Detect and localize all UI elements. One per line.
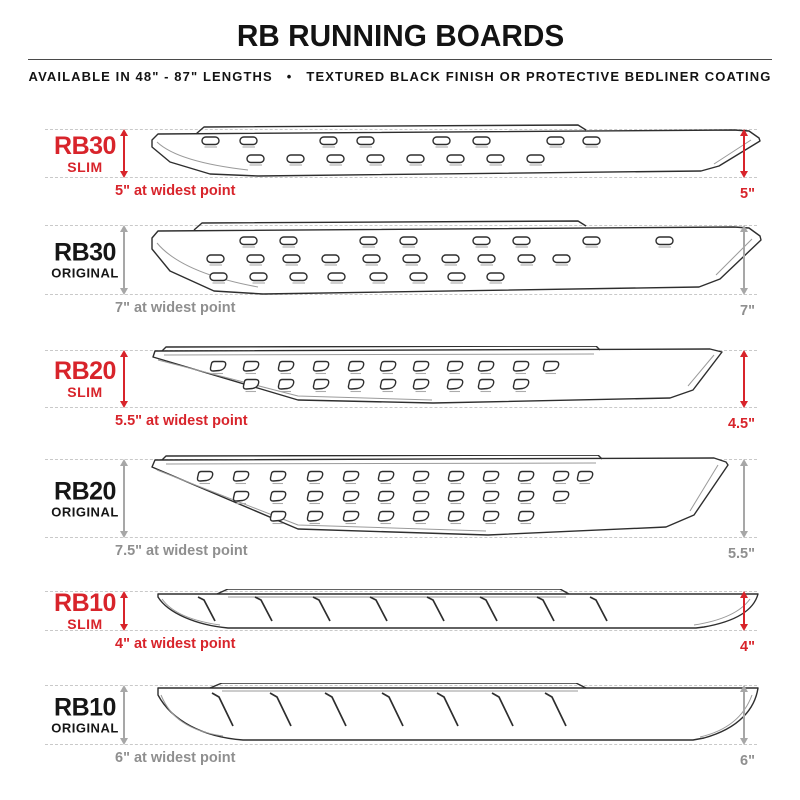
height-label: 5" [740,186,755,202]
height-arrow [743,465,745,532]
product-label [45,590,125,632]
variant-name: ORIGINAL [51,265,119,281]
product-label [45,240,125,281]
height-label: 4.5" [727,416,755,432]
product-row-rb20-slim [45,350,757,432]
widest-point-label: 6" at widest point [115,750,236,766]
subtitle-lengths: AVAILABLE IN 48" - 87" LENGTHS [28,69,273,84]
product-row-rb10-original [45,685,757,769]
model-name: RB20 [54,357,116,386]
variant-name: SLIM [67,158,103,175]
page-header [0,18,800,84]
height-arrow [743,135,745,172]
width-arrow [123,231,125,289]
product-label [45,133,125,175]
widest-point-label: 4" at widest point [115,636,236,652]
height-label: 4" [740,639,755,655]
board-illustration-rb10-original [148,683,768,749]
width-arrow [123,135,125,172]
product-label [45,478,125,519]
page-subtitle [0,69,800,84]
product-row-rb30-slim [45,129,757,202]
board-illustration-rb20-original [148,455,768,543]
board-illustration-rb30-original [148,219,768,301]
widest-point-label: 7" at widest point [115,300,236,316]
height-label: 7" [740,303,755,319]
variant-name: SLIM [67,384,103,401]
height-arrow [743,231,745,289]
board-illustration-rb30-slim [148,122,768,180]
title-divider [28,59,772,60]
product-row-rb10-slim [45,589,757,655]
product-row-rb20-original [45,459,757,562]
board-illustration-rb20-slim [148,346,768,410]
bullet-separator: • [286,69,293,84]
widest-point-label: 7.5" at widest point [115,543,248,559]
model-name: RB30 [54,131,116,160]
product-label [45,695,125,736]
height-arrow [743,597,745,625]
subtitle-finish: TEXTURED BLACK FINISH OR PROTECTIVE BEDLINER COATING [306,69,772,84]
width-arrow [123,356,125,402]
board-illustration-rb10-slim [148,589,768,635]
variant-name: SLIM [67,616,103,633]
widest-point-label: 5" at widest point [115,183,236,199]
height-label: 6" [740,753,755,769]
height-arrow [743,691,745,739]
model-name: RB30 [54,238,116,267]
page-title: RB RUNNING BOARDS [236,18,564,53]
product-label [45,358,125,400]
widest-point-label: 5.5" at widest point [115,413,248,429]
model-name: RB10 [54,693,116,722]
width-arrow [123,465,125,532]
variant-name: ORIGINAL [51,720,119,736]
model-name: RB10 [54,589,116,618]
model-name: RB20 [54,477,116,506]
variant-name: ORIGINAL [51,504,119,520]
product-row-rb30-original [45,225,757,319]
width-arrow [123,597,125,625]
width-arrow [123,691,125,739]
height-label: 5.5" [727,546,755,562]
height-arrow [743,356,745,402]
